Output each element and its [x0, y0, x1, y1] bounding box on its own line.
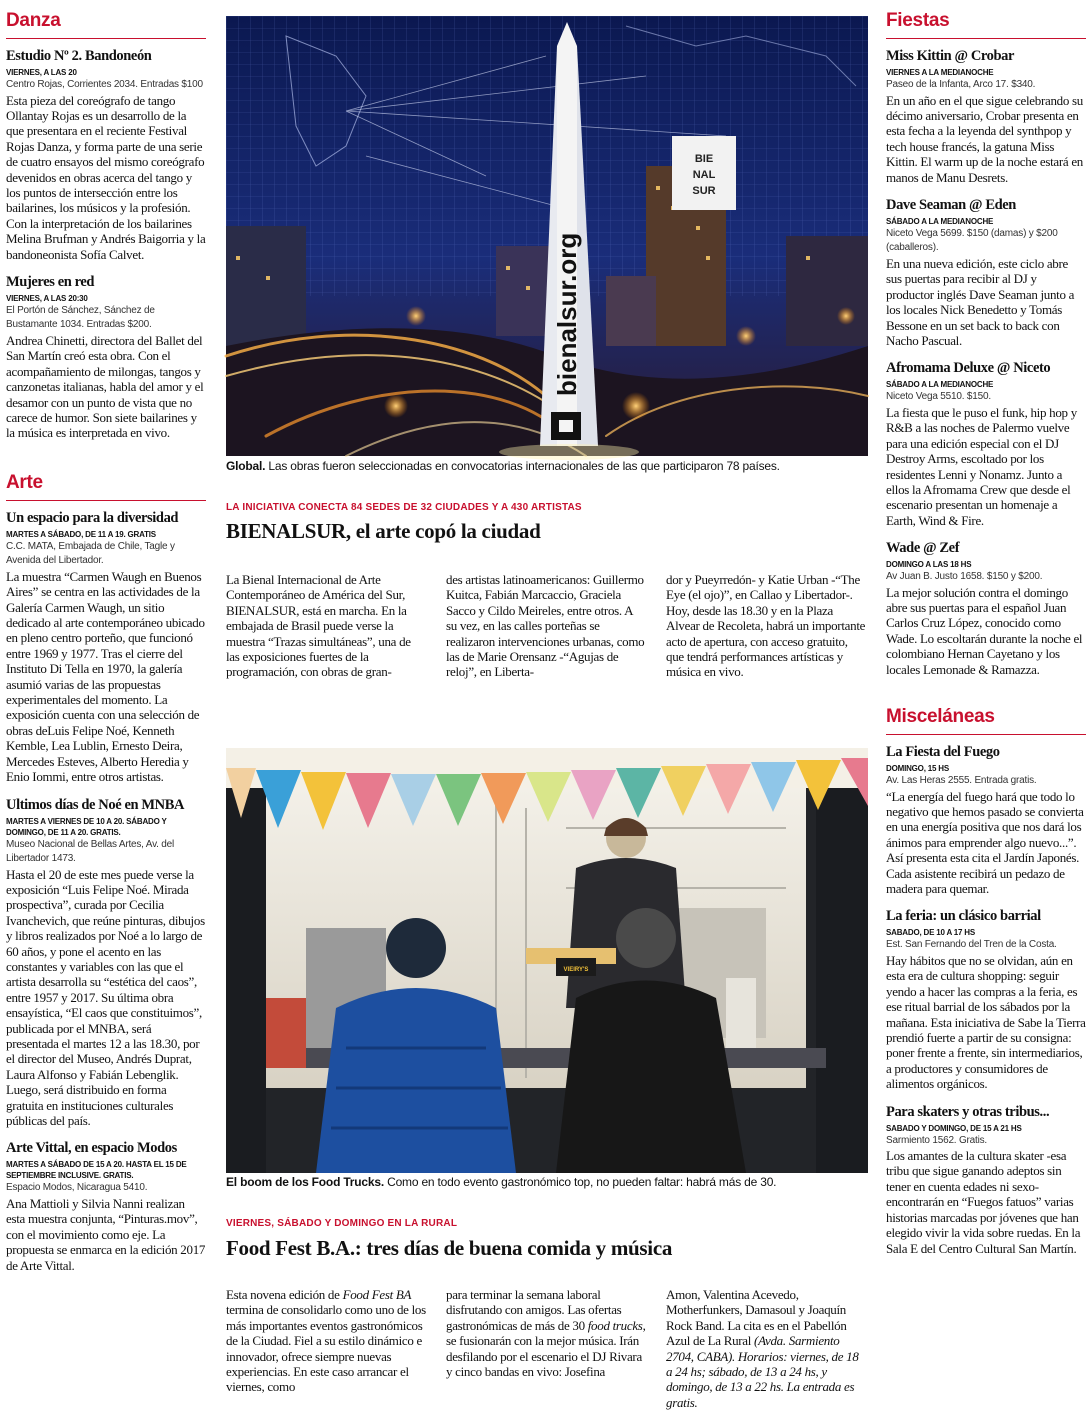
- event-item: [886, 359, 1086, 528]
- right-column: [886, 0, 1086, 1267]
- event-title: La Fiesta del Fuego: [886, 744, 1000, 761]
- event-schedule: VIERNES A LA MEDIANOCHE: [886, 68, 994, 77]
- bienalsur-kicker: LA INICIATIVA CONECTA 84 SEDES DE 32 CIUDADES Y A 430 ARTISTAS: [226, 502, 582, 513]
- event-body: Andrea Chinetti, directora del Ballet del San Martín creó esta obra. Con el acompañamiento de milongas, tangos y canzonetas italianas, habla del amor y el desamor con un punto de vista que no carece de humor. Son siete bailarines y la música es interpretada en vivo.: [6, 332, 204, 441]
- event-venue: El Portón de Sánchez, Sánchez de Bustamante 1034. Entradas $200.: [6, 304, 155, 331]
- caption-lead: Global.: [226, 459, 266, 473]
- event-venue: Av. Las Heras 2555. Entrada gratis.: [886, 775, 1037, 787]
- text-run: para terminar la semana laboral disfrutando con amigos. Las ofertas gastronómicas de más de 30: [446, 1287, 622, 1333]
- section-title-arte: Arte: [6, 472, 206, 501]
- text-run-italic: Food Fest BA: [342, 1287, 412, 1302]
- event-schedule: VIERNES, A LAS 20: [6, 68, 77, 77]
- event-schedule: SABADO, DE 10 A 17 HS: [886, 928, 976, 938]
- event-schedule: DOMINGO, 15 HS: [886, 764, 949, 774]
- food-column-2: [446, 1287, 646, 1379]
- event-item: [886, 907, 1086, 1091]
- event-item: [886, 1103, 1086, 1256]
- event-item: [6, 273, 206, 441]
- event-schedule: MARTES A SÁBADO, DE 11 A 19. GRATIS: [6, 529, 156, 539]
- text-run: Esta novena edición de: [226, 1287, 343, 1302]
- event-schedule: SABADO Y DOMINGO, DE 15 A 21 HS: [886, 1123, 1022, 1133]
- foodtruck-caption: [226, 1175, 868, 1190]
- event-schedule: VIERNES, A LAS 20:30: [6, 293, 88, 303]
- foodtruck-photo: [226, 748, 868, 1173]
- bienalsur-headline: BIENALSUR, el arte copó la ciudad: [226, 519, 541, 543]
- bienalsur-column-1: La Bienal Internacional de Arte Contemporáneo de América del Sur, BIENALSUR, está en marcha. En la embajada de Brasil puede verse la muestra “Trazas simultáneas”, una de las exposiciones fuertes de la programación, con obras de gran-: [226, 572, 411, 680]
- obelisk-label: [552, 233, 582, 396]
- event-venue: Est. San Fernando del Tren de la Costa.: [886, 939, 1057, 951]
- event-item: [886, 539, 1086, 677]
- section-title-miscelaneas: Misceláneas: [886, 706, 1086, 735]
- event-venue: Museo Nacional de Bellas Artes, Av. del Libertador 1473.: [6, 838, 175, 864]
- food-column-1: [226, 1287, 426, 1395]
- event-schedule: SÁBADO A LA MEDIANOCHE: [886, 380, 994, 390]
- event-body: En una nueva edición, este ciclo abre sus puertas para recibir al DJ y productor inglés Dave Seaman junto a los locales Nick Benedetto y Tomás Bessone en un set back to back con Nacho Pascual.: [886, 255, 1075, 348]
- event-schedule: MARTES A VIERNES DE 10 A 20. SÁBADO Y DOMINGO, DE 11 A 20. GRATIS.: [6, 816, 167, 837]
- event-item: [6, 509, 206, 785]
- miscelaneas-section: [886, 688, 1086, 1256]
- event-item: [6, 796, 206, 1129]
- event-title: Wade @ Zef: [886, 540, 960, 557]
- event-venue: Paseo de la Infanta, Arco 17. $340.: [886, 79, 1036, 90]
- event-body: Hasta el 20 de este mes puede verse la exposición “Luis Felipe Noé. Mirada prospectiva”, curada por Cecilia Ivanchevich, que reúne pinturas, dibujos y libros realizados por Noé a lo largo de 60 años, y pone el acento en las constantes y variables con las que el artista desarrolla su “estética del caos”, entre 1957 y 2017. Su última obra ensayística, “El caos que constituimos”, publicada por el MNBA, será presentada el martes 12 a las 18.30, por el director del Museo, Andrés Duprat, Laura Alfonso y Fabián Lebenglik. Luego, será distribuido en forma gratuita en instituciones culturales públicas del país.: [6, 866, 205, 1128]
- event-venue: Espacio Modos, Nicaragua 5410.: [6, 1182, 148, 1194]
- event-venue: Niceto Vega 5510. $150.: [886, 391, 991, 403]
- text-run: Amon, Valentina Acevedo, Motherfunkers, Damasoul y Joaquín Rock Band. La cita es en el Pabellón Azul de La Rural: [666, 1287, 847, 1349]
- fiestas-section: [886, 0, 1086, 677]
- billboard-text-1: BIE: [694, 153, 714, 165]
- event-title: Dave Seaman @ Eden: [886, 196, 1016, 213]
- bienalsur-column-3: dor y Pueyrredón- y Katie Urban -“The Eye (el ojo)”, en Callao y Libertador-. Hoy, desde las 18.30 y en la Plaza Alvear de Recoleta, habrá un importante acto de apertura, con acceso gratuito, que tendrá performances artísticas y música en vivo.: [666, 572, 866, 680]
- food-headline: Food Fest B.A.: tres días de buena comida y música: [226, 1236, 673, 1260]
- text-run-italic: (Avda. Sarmiento 2704, CABA). Horarios: viernes, de 18 a 24 hs; sábado, de 13 a 24 hs, y domingo, de 13 a 22 hs. La entrada es gratis.: [666, 1333, 859, 1410]
- event-title: Afromama Deluxe @ Niceto: [886, 360, 1051, 377]
- event-venue: Av Juan B. Justo 1658. $150 y $200.: [886, 571, 1043, 583]
- left-column: [6, 0, 206, 1284]
- event-title: La feria: un clásico barrial: [886, 908, 1041, 925]
- billboard-text-3: SUR: [692, 185, 716, 197]
- obelisk-text: bienalsur.org: [552, 232, 582, 396]
- event-item: [6, 47, 206, 262]
- event-body: En un año en el que sigue celebrando su décimo aniversario, Crobar presenta en esta fecha a la leyenda del synthpop y tech house francés, la gatuna Miss Kittin. El warm up de la noche estará en manos de Manu Desrets.: [886, 92, 1084, 185]
- event-body: La mejor solución contra el domingo abre sus puertas para el español Juan Carlos Cruz López, conocido como Wade. Lo escoltarán durante la noche el colombiano Hernan Cayetano y los locales Lemonade & Ramazza.: [886, 584, 1083, 677]
- event-item: [886, 196, 1086, 348]
- caption-lead: El boom de los Food Trucks.: [226, 1175, 384, 1189]
- event-item: [886, 47, 1086, 185]
- caption-text: Como en todo evento gastronómico top, no pueden faltar: habrá más de 30.: [383, 1175, 777, 1189]
- section-title-fiestas: Fiestas: [886, 10, 1086, 39]
- event-schedule: DOMINGO A LAS 18 HS: [886, 560, 972, 570]
- event-venue: Sarmiento 1562. Gratis.: [886, 1134, 988, 1146]
- event-title: Ultimos días de Noé en MNBA: [6, 796, 185, 813]
- foodtruck-image: [226, 748, 868, 1173]
- event-body: Ana Mattioli y Silvia Nanni realizan esta muestra conjunta, “Pinturas.mov”, con el movimiento como eje. La propuesta se enmarca en la edición 2017 de Arte Vittal.: [6, 1195, 206, 1273]
- event-body: La muestra “Carmen Waugh en Buenos Aires” se centra en las actividades de la Galería Carmen Waugh, un sitio dedicado al arte contemporáneo ubicado en pleno centro porteño, que funcionó entre 1969 y 1977. Tras el cierre del Instituto Di Tella en 1970, la galería asumió varias de las propuestas experimentales del momento. La exposición cuenta con una selección de obras deLuis Felipe Noé, Kenneth Kemble, Lea Lublin, Ernesto Deira, Mercedes Esteves, Alberto Heredia y Enio Iommi, entre otros artistas.: [6, 568, 205, 785]
- event-item: [6, 1139, 206, 1273]
- event-title: Miss Kittin @ Crobar: [886, 48, 1015, 64]
- event-venue: C.C. MATA, Embajada de Chile, Tagle y Avenida del Libertador.: [6, 540, 175, 567]
- food-kicker: VIERNES, SÁBADO Y DOMINGO EN LA RURAL: [226, 1218, 458, 1229]
- event-item: [886, 743, 1086, 896]
- event-body: “La energía del fuego hará que todo lo negativo que hemos pasado se convierta en una energía positiva que nos dará los ánimos para emprender algo nuevo...”. Así presenta esta cita el Jardín Japonés. Cada asistente recibirá un pedazo de madera para quemar.: [886, 788, 1084, 896]
- event-venue: Centro Rojas, Corrientes 2034. Entradas $100: [6, 79, 203, 90]
- food-column-3: [666, 1287, 866, 1410]
- caption-text: Las obras fueron seleccionadas en convocatorias internacionales de las que participaron 78 países.: [265, 459, 780, 473]
- section-title-danza: Danza: [6, 10, 206, 39]
- billboard-text-2: NAL: [692, 169, 716, 181]
- event-venue: Niceto Vega 5699. $150 (damas) y $200 (caballeros).: [886, 227, 1058, 254]
- bienalsur-column-2: des artistas latinoamericanos: Guillermo Kuitca, Fabián Marcaccio, Graciela Sacco y Cildo Meireles, entre otros. A su vez, en las calles porteñas se realizaron intervenciones urbanas, como las de Marie Orensanz -“Agujas de reloj”, en Liberta-: [446, 572, 645, 680]
- arte-section: [6, 452, 206, 1273]
- event-schedule: MARTES A SÁBADO DE 15 A 20. HASTA EL 15 DE SEPTIEMBRE INCLUSIVE. GRATIS.: [6, 1160, 187, 1181]
- event-title: Estudio Nº 2. Bandoneón: [6, 48, 152, 64]
- tray-label: VIEIRY'S: [563, 967, 589, 973]
- obelisk-night-image: [226, 16, 868, 456]
- event-title: Arte Vittal, en espacio Modos: [6, 1140, 177, 1157]
- text-run: , se fusionarán con la mejor música. Irán desfilando por el escenario el DJ Rivara y cinco bandas en vivo: Josefina: [446, 1317, 646, 1380]
- text-run-italic: food trucks: [587, 1317, 643, 1333]
- bienalsur-photo: [226, 16, 868, 456]
- event-body: Los amantes de la cultura skater -esa tribu que sigue ganando adeptos sin tener en cuenta edades ni sexo- encontrarán en “Fuegos fatuos” varias historias marcadas por jóvenes que han elegido vivir la vida sobre ruedas. En la Sala E del Centro Cultural San Martín.: [886, 1148, 1081, 1256]
- danza-section: [6, 0, 206, 441]
- text-run: termina de consolidarlo como uno de los más importantes eventos gastronómicos de la Ciudad. Fiel a su estilo dinámico e innovador, ofrece siempre nuevas experiencias. En este caso arrancar el viernes, como: [226, 1302, 426, 1395]
- event-title: Para skaters y otras tribus...: [886, 1103, 1050, 1120]
- event-body: La fiesta que le puso el funk, hip hop y R&B a las noches de Palermo vuelve para una edición especial con el DJ Destroy Arms, escoltado por los residentes Lenni y Nonamz. Junto a ellos la Afromama Crew que desde el escenario presentan un homenaje a Earth, Wind & Fire.: [886, 404, 1077, 528]
- event-title: Mujeres en red: [6, 273, 95, 290]
- bienalsur-caption: [226, 459, 868, 474]
- event-body: Esta pieza del coreógrafo de tango Ollantay Rojas es un desarrollo de la que presentara en el reciente Festival Rojas Danza, y forma parte de una serie de cuatro ensayos del mismo coreógrafo devenidos en obras acerca del tango y los puntos de intersección entre los bailarines, los músicos y la profesión. Con la interpretación de los bailarines Melina Brufman y Andrés Baigorria y la bandoneonista Sofía Calvet.: [6, 92, 206, 262]
- event-schedule: SÁBADO A LA MEDIANOCHE: [886, 216, 994, 226]
- event-body: Hay hábitos que no se olvidan, aún en esta era de cultura shopping: seguir yendo a hacer las compras a la feria, es ese ritual barrial de los sábados por la mañana. Esta iniciativa de Sabe la Tierra prendió fuerte a partir de su consigna: poner frente a frente, sin intermediarios, a productores y consumidores de alimentos orgánicos.: [886, 952, 1086, 1092]
- event-title: Un espacio para la diversidad: [6, 509, 179, 526]
